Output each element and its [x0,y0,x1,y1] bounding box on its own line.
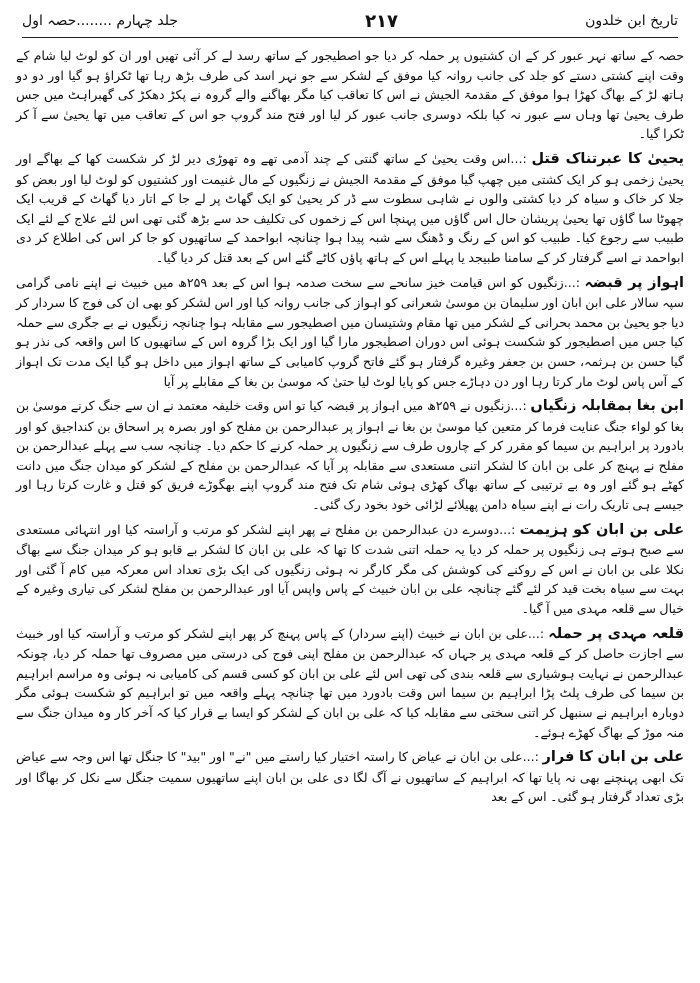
header-rule [22,37,678,38]
paragraph-text: :...علی بن ابان نے عیاض کا راستہ اختیار کیا راستے میں "نے" اور "بید" کا جنگل تھا اس وجہ سے عیاض تک ابھی پہنچنے بھی نہ پایا تھا کہ ابراہیم کے ساتھیوں نے آگ لگا دی علی بن ابان اپنے ساتھیوں سمیت جنگل سے نکل کر بھاگا اور بڑی تعداد گرفتار ہو گئی۔ اس کے بعد [16,749,684,805]
volume-label: جلد چہارم ........حصہ اول [22,13,178,29]
paragraph-text: حصہ کے ساتھ نہر عبور کر کے ان کشتیوں پر حملہ کر دیا جو اصطیجور کے ساتھ رسد لے کر آئی تھیں اور ان کو لوٹ لیا شام کے وقت اپنے کشتی دستے کو جلد کی جانب روانہ کیا موفق کے لشکر سے جو نہر اسد کی طرف بڑھ رہا تھا ٹکراؤ ہو گیا اور دو دو ہاتھ لڑ کے بھاگ کھڑا ہوا موفق کے مقدمۃ الجیش نے اس کا تعاقب کیا مگر بھاگنے والے گروہ نے پکڑ دھکڑ کی گھبراہٹ میں جس طرف یحییٰ تھا وہاں سے عبور نہ کیا بلکہ دوسری جانب عبور کر لیا اور فتح مند گروپ جو اس کے تعاقب میں تھا یحییٰ سے آ کر ٹکرا گیا۔ [16,48,684,142]
section-heading: اہواز پر قبضہ [584,274,685,291]
paragraph [16,396,684,515]
paragraph-text: :...علی بن ابان نے خبیث (اپنے سردار) کے پاس پہنچ کر پھر اپنے لشکر کو مرتب و آراستہ کیا اور خبیث سے اجازت حاصل کر کے قلعہ مہدی پر جہاں کہ عبدالرحمن بن مفلح اپنی فوج کی درستی میں مصروف تھا حملہ کر دیا، چونکہ عبدالرحمن نے نہایت ہوشیاری سے قلعہ بندی کی تھی اس لئے علی بن ابان کو کسی قسم کی کامیابی نہ ہوئی وہ مراسم ابراہیم بن سیما کی طرف پلٹ پڑا ابراہیم بن سیما اس وقت بادورد میں تھا چنانچہ پہلے واقعہ میں تو ابراہیم کو شکست ہوئی مگر دوبارہ ابراہیم نے سنبھل کر اتنی سختی سے مقابلہ کیا کہ علی بن ابان کے لشکر کو ایسا بے قرار کیا کہ آخر کار وہ میدان جنگ سے منہ موڑ کے بھاگ کھڑے ہوئے۔ [16,625,684,740]
section-heading: یحییٰ کا عبرتناک قتل [531,150,684,167]
section-heading: علی بن ابان کو ہزیمت [519,521,684,538]
paragraph [16,624,684,743]
page-header [22,6,678,36]
paragraph-text: :...زنگیوں کو اس قیامت خیز سانحے سے سخت صدمہ ہوا اس کے بعد ۲۵۹ھ میں خبیث نے اپنے نامی گرامی سپہ سالار علی ابن ابان اور سلیمان بن موسیٰ شعرانی کو اہواز کی جانب روانہ کیا اور اس لشکر کو بھی ان کی فوج کا سردار کر دیا جو یحییٰ بن محمد بحرانی کے لشکر میں تھا مقام وشتیسان میں اصطیجور سے مقابلہ ہوا چنانچہ زنگیوں نے بے جگری سے حملہ کیا جس میں اصطیجور کو شکست ہوئی اس دوران اصطیجور مارا گیا اور ایک بڑا گروہ اس کے ساتھیوں کا اس واقعہ کی نذر ہو گیا حسن بن ہرثمہ، حسن بن جعفر وغیرہ گرفتار ہو گئے فاتح گروپ کامیابی کے ساتھ اہواز میں داخل ہو گیا ایک مدت تک اہواز کے آس پاس لوٹ مار کرتا رہا اور دن دہاڑے جس کو پایا لوٹ لیا حتیٰ کہ موسیٰ بن بغا کے مقابلے پر آیا [16,274,684,389]
section-heading: علی بن ابان کا فرار [542,749,685,766]
paragraph [16,46,684,144]
paragraph [16,520,684,619]
paragraph-text: :...زنگیوں نے ۲۵۹ھ میں اہواز پر قبضہ کیا تو اس وقت خلیفہ معتمد نے ان سے جنگ کرنے موسیٰ بن بغا کو لواء جنگ عنایت فرما کر متعین کیا موسیٰ بن بغا نے اہواز پر عبدالرحمن بن مفلح کو اور بصرہ پر اسحاق بن کنداجیق کو اور بادورد پر ابراہیم بن سیما کو مقرر کر کے چاروں طرف سے زنگیوں پر حملہ کرنے کا حکم دیا۔ چنانچہ سب سے پہلے عبدالرحمن بن مفلح نے پہنچ کر علی بن ابان کا لشکر اتنی مستعدی سے مقابلہ پر آیا کہ عبدالرحمن بن مفلح کے لشکر کو میدان جنگ میں دانت کھٹے ہو گئے اور وہ بے ترتیبی کے ساتھ بھاگ کھڑی ہوئی شام تک فتح مند گروپ اپنے بھگوڑے فریق کو قتل و غارت کرتا رہا اور جیسے ہی تاریک رات نے اپنے سیاہ دامن پھیلائے لڑائی خود بخود رک گئی۔ [16,398,684,513]
page-number: ۲۱۷ [365,10,399,32]
book-title: تاریخ ابن خلدون [585,13,678,29]
paragraph [16,747,684,807]
paragraph [16,273,684,392]
paragraph-text: :...اس وقت یحییٰ کے ساتھ گنتی کے چند آدمی تھے وہ تھوڑی دیر لڑ کر شکست کھا کے بھاگے اور یحییٰ زخمی ہو کر ایک کشتی میں چھپ گیا موفق کے مقدمۃ الجیش نے زنگیوں کے مال غنیمت اور کشتیوں کو لوٹ لیا اور بعض کو جلا کر خاک و سیاہ کر دیا کشتی والوں نے شاہی سطوت سے ڈر کر یحییٰ کو ایک گھاٹ پر لے جا کے اتار دیا گھاٹ کے قریب ایک چھوٹا سا گاؤں تھا یحییٰ پریشان حال اس گاؤں میں پہنچا اس کے زخموں کی تکلیف حد سے بڑھ گئی تھی اس لئے علاج کے لئے ایک طبیب سے رجوع کیا۔ طبیب کو اس کے رنگ و ڈھنگ سے شبہ پیدا ہوا چنانچہ ابواحمد کے ساتھیوں کو جا کر اس کی اطلاع کر دی ابواحمد نے اسے گرفتار کر کے سامنا طبیجد یا پہلے اس کے ہاتھ پاؤں کاٹے گئے اس کے بعد قتل کر دیا گیا۔ [16,150,684,265]
page-body [16,46,684,812]
section-heading: قلعہ مہدی پر حملہ [548,625,684,642]
section-heading: ابن بغا بمقابلہ زنگیاں [530,398,684,415]
paragraph [16,149,684,268]
paragraph-text: :...دوسرے دن عبدالرحمن بن مفلح نے پھر اپنے لشکر کو مرتب و آراستہ کیا اور انتہائی مستعدی سے صبح ہوتے ہی زنگیوں پر حملہ کر دیا یہ حملہ اتنی شدت کا تھا کہ علی بن ابان کا لشکر بے قابو ہو کر میدان جنگ سے بھاگ نکلا علی بن ابان نے اس کے روکنے کی کوشش کی مگر کارگر نہ ہوئی زنگیوں کی ایک بڑی تعداد اس معرکہ میں کام آ گئی اور بہت سے سیاہ بخت قید کر لئے گئے چنانچہ علی بن ابان خبیث کے پاس واپس آیا اور عبدالرحمن بن مفلح لشکر کی تیاری وغیرہ کے خیال سے قلعہ مہدی میں آ گیا۔ [16,521,684,617]
